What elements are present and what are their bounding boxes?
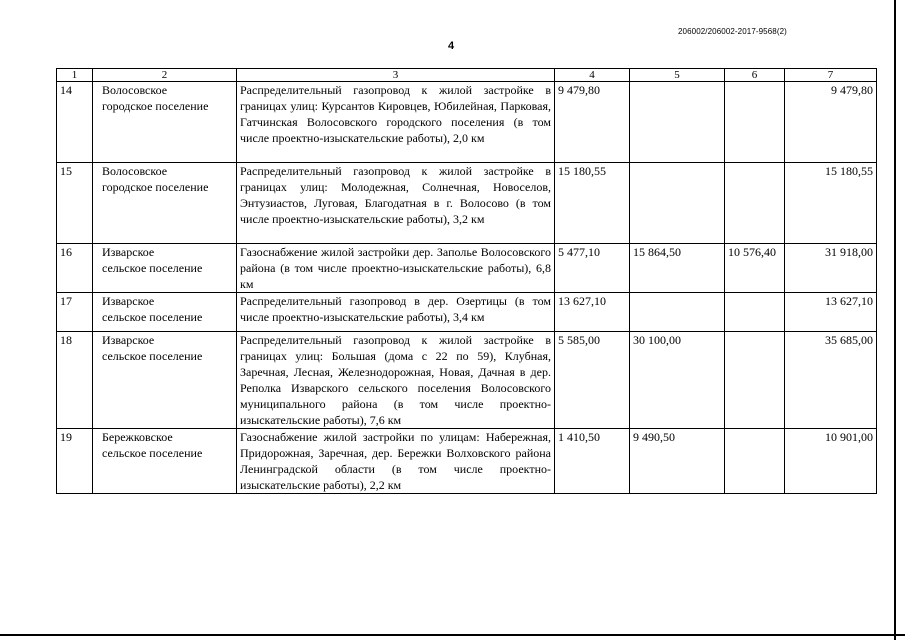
amount-total: 10 901,00 bbox=[785, 429, 877, 494]
municipality-name: Волосовское bbox=[102, 164, 168, 178]
amount-col5 bbox=[630, 293, 725, 332]
amount-col6 bbox=[725, 293, 785, 332]
row-number: 14 bbox=[57, 82, 93, 163]
municipality-name: Изварское bbox=[102, 294, 155, 308]
amount-col5 bbox=[630, 163, 725, 244]
municipality-name: Бережковское bbox=[102, 430, 173, 444]
column-number-row bbox=[57, 69, 877, 82]
table-row bbox=[57, 244, 877, 293]
municipality-name: Изварское bbox=[102, 333, 155, 347]
amount-col4: 9 479,80 bbox=[555, 82, 630, 163]
column-number: 4 bbox=[555, 69, 630, 82]
amount-col6: 10 576,40 bbox=[725, 244, 785, 293]
municipality-type: городское поселение bbox=[102, 99, 209, 113]
amount-col5: 15 864,50 bbox=[630, 244, 725, 293]
table-row bbox=[57, 293, 877, 332]
object-description: Газоснабжение жилой застройки по улицам: Набережная, Придорожная, Заречная, дер. Бережки Волховского района Ленинградской области (в том числе проектно-изыскательские работы), 2,2 км bbox=[237, 429, 555, 494]
column-number: 5 bbox=[630, 69, 725, 82]
amount-col6 bbox=[725, 82, 785, 163]
municipality-name: Волосовское bbox=[102, 83, 168, 97]
amount-total: 9 479,80 bbox=[785, 82, 877, 163]
row-number: 19 bbox=[57, 429, 93, 494]
municipality-cell bbox=[93, 82, 237, 163]
amount-col4: 1 410,50 bbox=[555, 429, 630, 494]
amount-col6 bbox=[725, 332, 785, 429]
row-number: 16 bbox=[57, 244, 93, 293]
amount-col6 bbox=[725, 163, 785, 244]
municipality-type: сельское поселение bbox=[102, 310, 203, 324]
amount-total: 13 627,10 bbox=[785, 293, 877, 332]
column-number: 6 bbox=[725, 69, 785, 82]
table-row bbox=[57, 429, 877, 494]
table-row bbox=[57, 82, 877, 163]
row-number: 17 bbox=[57, 293, 93, 332]
column-number: 7 bbox=[785, 69, 877, 82]
municipality-type: городское поселение bbox=[102, 180, 209, 194]
municipality-type: сельское поселение bbox=[102, 349, 203, 363]
object-description: Газоснабжение жилой застройки дер. Заполье Волосовского района (в том числе проектно-изыскательские работы), 6,8 км bbox=[237, 244, 555, 293]
municipality-name: Изварское bbox=[102, 245, 155, 259]
amount-total: 31 918,00 bbox=[785, 244, 877, 293]
amount-col5 bbox=[630, 82, 725, 163]
table-row bbox=[57, 163, 877, 244]
column-number: 3 bbox=[237, 69, 555, 82]
municipality-cell bbox=[93, 332, 237, 429]
row-number: 15 bbox=[57, 163, 93, 244]
column-number: 2 bbox=[93, 69, 237, 82]
municipality-cell bbox=[93, 163, 237, 244]
amount-col6 bbox=[725, 429, 785, 494]
amount-total: 15 180,55 bbox=[785, 163, 877, 244]
municipality-cell bbox=[93, 293, 237, 332]
object-description: Распределительный газопровод к жилой застройке в границах улиц: Большая (дома с 22 по 59), Клубная, Заречная, Лесная, Железнодорожная, Новая, Дачная в дер. Реполка Изварского сельского поселения Волосовского муниципального района (в том числе проектно-изыскательские работы), 7,6 км bbox=[237, 332, 555, 429]
municipality-type: сельское поселение bbox=[102, 261, 203, 275]
amount-col4: 13 627,10 bbox=[555, 293, 630, 332]
page-border-right bbox=[894, 0, 896, 640]
document-number: 206002/206002-2017-9568(2) bbox=[678, 27, 787, 36]
column-number: 1 bbox=[57, 69, 93, 82]
amount-col5: 9 490,50 bbox=[630, 429, 725, 494]
amount-col4: 5 585,00 bbox=[555, 332, 630, 429]
object-description: Распределительный газопровод в дер. Озертицы (в том числе проектно-изыскательские работы), 3,4 км bbox=[237, 293, 555, 332]
amount-total: 35 685,00 bbox=[785, 332, 877, 429]
page-number: 4 bbox=[448, 40, 455, 52]
program-table bbox=[56, 68, 877, 494]
amount-col5: 30 100,00 bbox=[630, 332, 725, 429]
amount-col4: 5 477,10 bbox=[555, 244, 630, 293]
row-number: 18 bbox=[57, 332, 93, 429]
municipality-type: сельское поселение bbox=[102, 446, 203, 460]
table-row bbox=[57, 332, 877, 429]
object-description: Распределительный газопровод к жилой застройке в границах улиц: Молодежная, Солнечная, Новоселов, Энтузиастов, Луговая, Благодатная в г. Волосово (в том числе проектно-изыскательские работы), 3,2 км bbox=[237, 163, 555, 244]
object-description: Распределительный газопровод к жилой застройке в границах улиц: Курсантов Кировцев, Юбилейная, Парковая, Гатчинская Волосовского городского поселения (в том числе проектно-изыскательские работы), 2,0 км bbox=[237, 82, 555, 163]
page-border-bottom bbox=[0, 634, 905, 636]
municipality-cell bbox=[93, 429, 237, 494]
municipality-cell bbox=[93, 244, 237, 293]
amount-col4: 15 180,55 bbox=[555, 163, 630, 244]
